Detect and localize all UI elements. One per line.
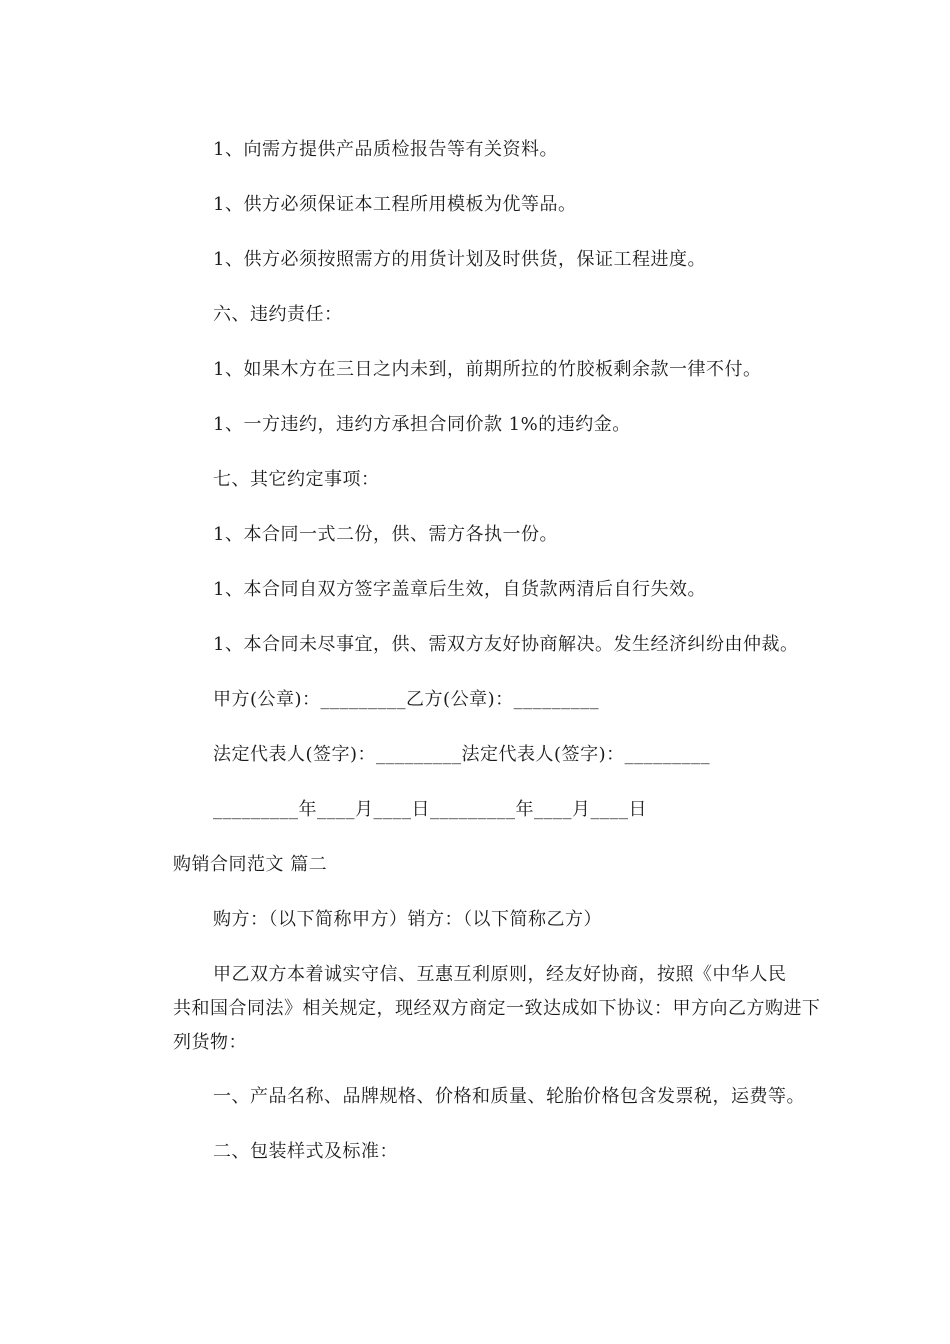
section-heading-other: 七、其它约定事项： (213, 469, 380, 490)
clause-timber-delay: 1、如果木方在三日之内未到，前期所拉的竹胶板剩余款一律不付。 (213, 359, 762, 380)
intro-paragraph-line-3: 列货物： (173, 1032, 247, 1053)
parties-line: 购方：（以下简称甲方）销方：（以下简称乙方） (213, 909, 602, 930)
item-product-name: 一、产品名称、品牌规格、价格和质量、轮胎价格包含发票税，运费等。 (213, 1086, 805, 1107)
section-heading-breach: 六、违约责任： (213, 304, 343, 325)
signature-date-line: _________年____月____日_________年____月____日 (213, 799, 647, 820)
item-packaging: 二、包装样式及标准： (213, 1141, 398, 1162)
clause-formwork-quality: 1、供方必须保证本工程所用模板为优等品。 (213, 194, 577, 215)
clause-effective: 1、本合同自双方签字盖章后生效，自货款两清后自行失效。 (213, 579, 706, 600)
signature-representative-line: 法定代表人(签字)：_________法定代表人(签字)：_________ (213, 744, 711, 765)
clause-disputes: 1、本合同未尽事宜，供、需双方友好协商解决。发生经济纠纷由仲裁。 (213, 634, 799, 655)
clause-quality-report: 1、向需方提供产品质检报告等有关资料。 (213, 139, 558, 160)
intro-paragraph-line-2: 共和国合同法》相关规定，现经双方商定一致达成如下协议：甲方向乙方购进下 (173, 998, 821, 1019)
section-title: 购销合同范文 篇二 (173, 854, 328, 875)
signature-seal-line: 甲方(公章)：_________乙方(公章)：_________ (213, 689, 600, 710)
intro-paragraph-line-1: 甲乙双方本着诚实守信、互惠互利原则，经友好协商，按照《中华人民 (213, 964, 787, 985)
clause-copies: 1、本合同一式二份，供、需方各执一份。 (213, 524, 558, 545)
clause-delivery-schedule: 1、供方必须按照需方的用货计划及时供货，保证工程进度。 (213, 249, 706, 270)
clause-penalty: 1、一方违约，违约方承担合同价款 1%的违约金。 (213, 414, 631, 435)
